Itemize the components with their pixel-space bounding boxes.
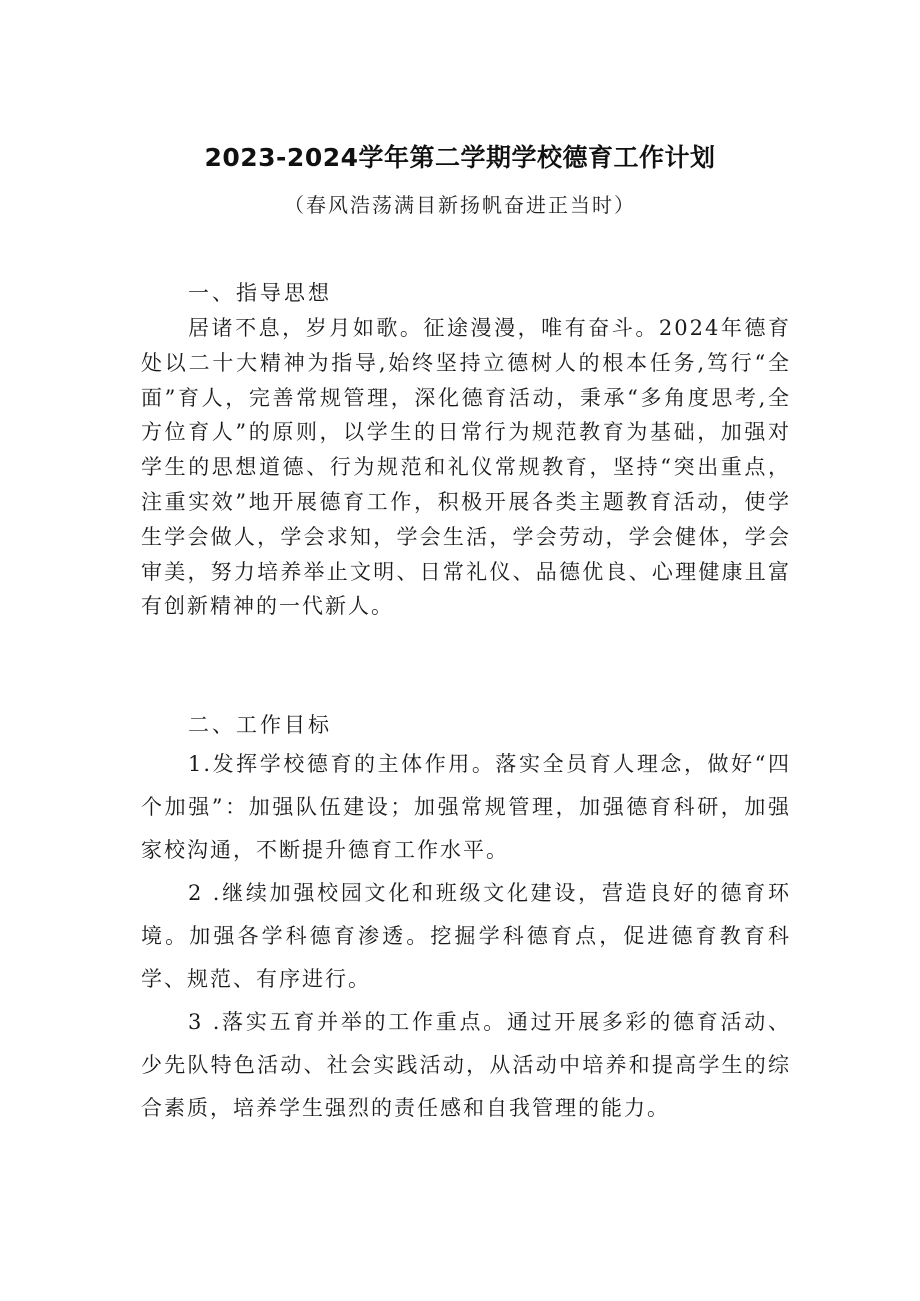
- document-subtitle: （春风浩荡满目新扬帆奋进正当时）: [284, 193, 636, 217]
- section-heading-guiding-ideology: 一、指导思想: [188, 281, 332, 305]
- paragraph-goal-2: 2 .继续加强校园文化和班级文化建设，营造良好的德育环境。加强各学科德育渗透。挖掘学科德育点，促进德育教育科学、规范、有序进行。: [141, 881, 791, 991]
- paragraph-goal-1: 1.发挥学校德育的主体作用。落实全员育人理念，做好“四个加强”：加强队伍建设；加强常规管理，加强德育科研，加强家校沟通，不断提升德育工作水平。: [141, 752, 791, 862]
- document-title: 2023-2024学年第二学期学校德育工作计划: [204, 143, 716, 172]
- paragraph-guiding-ideology: 居诸不息，岁月如歌。征途漫漫，唯有奋斗。2024年德育处以二十大精神为指导,始终坚持立德树人的根本任务,笃行“全面”育人，完善常规管理，深化德育活动，秉承“多角度思考,全方位育人”的原则，以学生的日常行为规范教育为基础，加强对学生的思想道德、行为规范和礼仪常规教育，坚持“突出重点，注重实效”地开展德育工作，积极开展各类主题教育活动，使学生学会做人，学会求知，学会生活，学会劳动，学会健体，学会审美，努力培养举止文明、日常礼仪、品德优良、心理健康且富有创新精神的一代新人。: [141, 316, 791, 619]
- paragraph-goal-3: 3 .落实五育并举的工作重点。通过开展多彩的德育活动、少先队特色活动、社会实践活动，从活动中培养和提高学生的综合素质，培养学生强烈的责任感和自我管理的能力。: [141, 1010, 791, 1120]
- section-heading-work-goals: 二、工作目标: [188, 713, 332, 737]
